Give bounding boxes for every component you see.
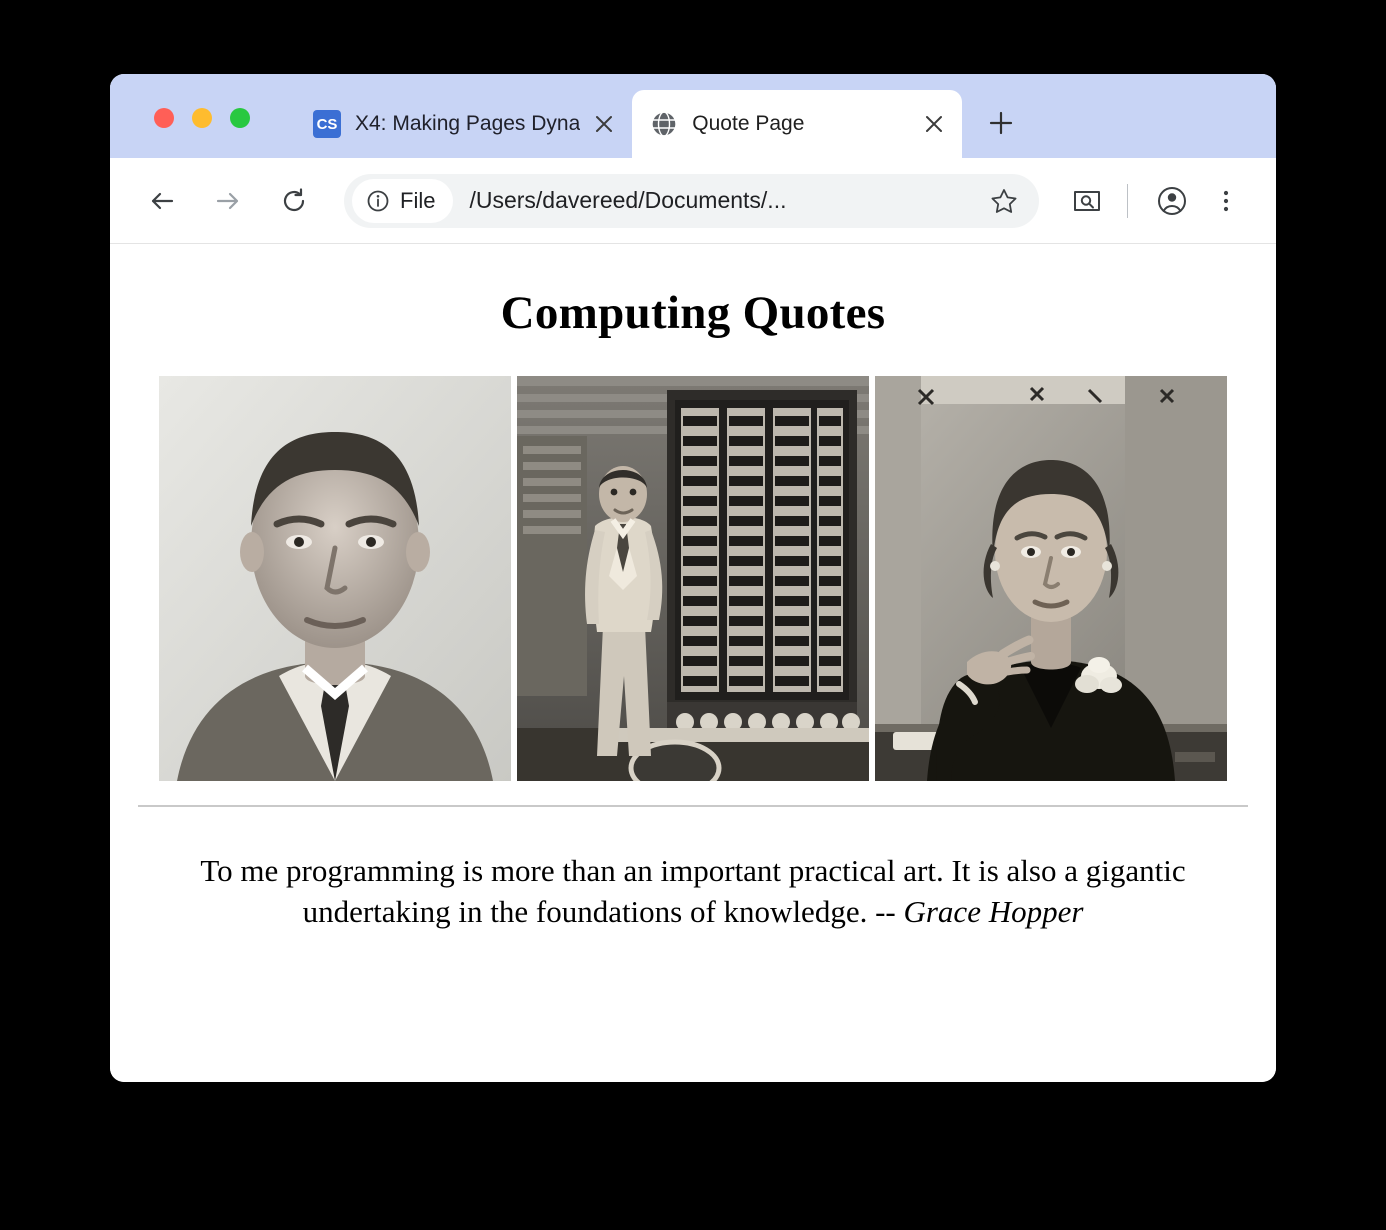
photo-john-von-neumann[interactable] [517, 376, 869, 781]
search-tabs-icon[interactable] [1065, 179, 1109, 223]
quote-attribution: Grace Hopper [903, 893, 1084, 929]
tab-list [295, 74, 1024, 158]
back-icon[interactable] [138, 177, 186, 225]
close-icon[interactable] [590, 110, 618, 138]
tab-quote-page[interactable] [632, 90, 962, 158]
minimize-window-button[interactable] [192, 108, 212, 128]
reload-icon[interactable] [270, 177, 318, 225]
chrome-menu-icon[interactable] [1204, 179, 1248, 223]
page-content [110, 244, 1276, 1082]
url-text[interactable]: /Users/davereed/Documents/... [469, 187, 787, 213]
content-divider [138, 805, 1248, 807]
tab-x4-making-pages-dynamic[interactable] [295, 90, 632, 158]
quote-text [173, 851, 1213, 933]
close-icon[interactable] [920, 110, 948, 138]
browser-toolbar [110, 158, 1276, 244]
tab-title: X4: Making Pages Dyna [355, 112, 581, 135]
photo-grace-hopper[interactable] [875, 376, 1227, 781]
cs-favicon-icon [313, 110, 341, 138]
photo-alan-turing[interactable] [159, 376, 511, 781]
file-chip-label: File [400, 187, 436, 213]
close-window-button[interactable] [154, 108, 174, 128]
tab-strip [110, 74, 1276, 158]
file-scheme-chip[interactable] [352, 179, 453, 223]
profile-avatar-icon[interactable] [1150, 179, 1194, 223]
new-tab-button[interactable] [978, 100, 1024, 146]
window-traffic-lights[interactable] [154, 108, 250, 128]
image-gallery [110, 376, 1276, 781]
quote-body: To me programming is more than an important practical art. It is also a gigantic undertaking in the foundations of knowledge. -- [200, 853, 1186, 929]
toolbar-actions [1055, 179, 1248, 223]
globe-icon [650, 110, 678, 138]
bookmark-star-icon[interactable] [987, 184, 1021, 218]
forward-icon[interactable] [204, 177, 252, 225]
address-bar[interactable] [344, 174, 1039, 228]
tab-title: Quote Page [692, 112, 805, 135]
cs-favicon-label: CS [313, 110, 341, 138]
maximize-window-button[interactable] [230, 108, 250, 128]
page-title: Computing Quotes [500, 287, 886, 339]
browser-window [110, 74, 1276, 1082]
toolbar-divider [1127, 184, 1128, 218]
info-icon [366, 189, 390, 213]
